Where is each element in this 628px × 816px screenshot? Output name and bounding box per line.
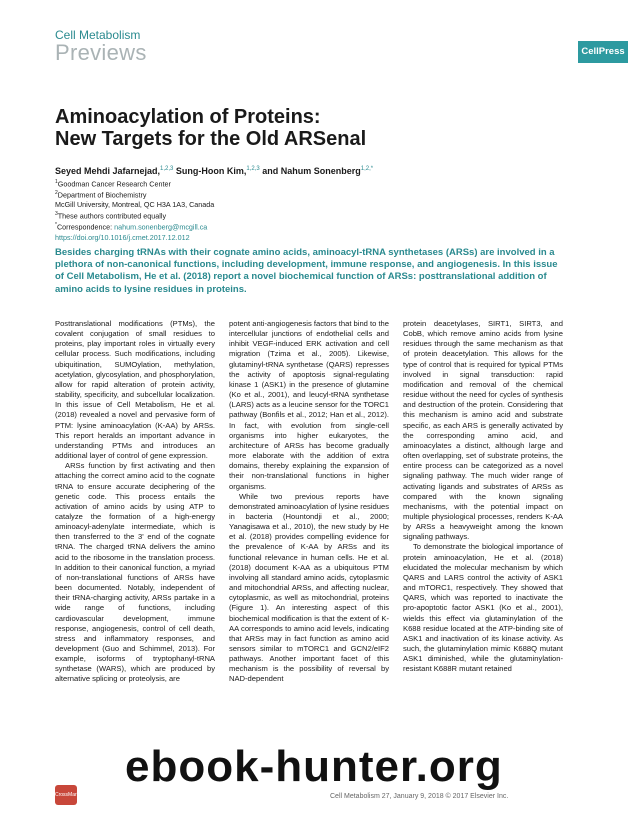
crossmark-icon[interactable]: CrossMark <box>55 785 77 805</box>
body-column-1 <box>55 319 215 685</box>
author-3-affil: 1,2,* <box>360 166 374 172</box>
paragraph: ARSs function by first activating and then attaching the correct amino acid to the cognate tRNA to ensure accurate deciphering of the genetic code. This process entails the activation of amino acids by using ATP to catalyze the formation of a high-energy aminoacyl-adenylate intermediate, which is then transferred to the 3' end of the cognate tRNA. The charged tRNA delivers the amino acid to the ribosome in the translation process. In addition to their canonical function, a myriad of non-translational functions of ARSs have been documented. Notably, independent of their tRNA-charging activity, ARSs partake in a wide range of functions, including cardiovascular development, immune response, angiogenesis, control of cell death, stress and inflammatory responses, and development (Guo and Schimmel, 2013). For example, isoforms of tryptophanyl-tRNA synthetase (WARS), which are produced by alternative splicing or proteolysis, are <box>55 461 215 684</box>
paragraph: protein deacetylases, SIRT1, SIRT3, and CobB, which remove amino acids from lysine residues through the same mechanism as that of protein deacetylation. This allows for the type of control that is required for typical PTMs involved in signal transduction: rapid modification and removal of the chemical residue without the need for cycles of synthesis and destruction of the protein. Considering that this mechanism is amino acid and substrate specific, as each ARS is generally activated by the corresponding amino acid, and aminoacylates a distinct, although large and often overlapping, set of substrate proteins, the entire process can be categorized as a novel signaling pathway. The much wider range of activating ligands and substrates of ARSs as compared with the known signaling mechanisms, with the potential impact on multiple physiological processes, renders K-AA by ARSs a heavyweight among the known signaling pathways. <box>403 319 563 542</box>
body-column-2 <box>229 319 389 685</box>
section-heading: Previews <box>55 40 147 65</box>
author-2: Sung-Hoon Kim, <box>173 166 247 176</box>
author-list <box>55 166 373 176</box>
paragraph: Posttranslational modifications (PTMs), the covalent conjugation of small residues to proteins, play important roles in virtually every cellular process. Such modifications, including ubiquitination, SUMOylation, methylation, acetylation, glycosylation, and phosphorylation, allow for rapid alteration of protein activity, stability, specificity, and subcellular localization. In this issue of Cell Metabolism, He et al. (2018) revealed a novel and pervasive form of PTM: lysine aminoacylation (K-AA) by ARSs. This report heralds an important advance in understanding PTMs and introduces an additional layer of control of gene expression. <box>55 319 215 461</box>
page-footer: Cell Metabolism 27, January 9, 2018 © 2017 Elsevier Inc. <box>330 793 509 800</box>
abstract: Besides charging tRNAs with their cognate amino acids, aminoacyl-tRNA synthetases (ARSs) are involved in a plethora of non-canonical functions, including development, immune response, and angiogenesis. In this issue of Cell Metabolism, He et al. (2018) report a novel biochemical function of ARSs: posttranslational addition of amino acids to lysine residues in proteins. <box>55 247 558 295</box>
affiliation-2-address: McGill University, Montreal, QC H3A 1A3, Canada <box>55 200 215 210</box>
author-3: and Nahum Sonenberg <box>259 166 361 176</box>
paragraph: While two previous reports have demonstrated aminoacylation of lysine residues in bacteria (Hountondji et al., 2000; Yanagisawa et al., 2010), the new study by He et al. (2018) provides compelling evidence for the prevalence of K-AA by ARSs and its functional relevance in human cells. He et al. (2018) document K-AA as a ubiquitous PTM involving all standard amino acids, cytoplasmic and mitochondrial ARSs, and affecting nuclear, cytoplasmic, as well as mitochondrial, proteins (Figure 1). An interesting aspect of this biochemical modification is that the extent of K-AA corresponds to amino acid levels, indicating that ARSs may in fact function as amino acid sensors similar to mTORC1 and GCN2/eIF2 pathways. Another important facet of this mechanism is the possibility of reversal by NAD-dependent <box>229 491 389 684</box>
correspondence-email-link[interactable]: nahum.sonenberg@mcgill.ca <box>114 222 208 232</box>
watermark: ebook-hunter.org <box>125 742 503 791</box>
doi-link[interactable]: https://doi.org/10.1016/j.cmet.2017.12.012 <box>55 232 190 242</box>
affiliation-1: $^1$Goodman Cancer Research Center <box>55 179 171 189</box>
article-title <box>55 106 366 150</box>
affiliation-2: $^2$Department of Biochemistry <box>55 190 147 200</box>
correspondence: *Correspondence: nahum.sonenberg@mcgill.ca <box>55 222 208 232</box>
journal-name: Cell Metabolism <box>55 28 141 42</box>
cellpress-logo: CellPress <box>578 41 628 63</box>
body-column-3 <box>403 319 563 674</box>
affiliations <box>55 178 214 242</box>
author-1-affil: 1,2,3 <box>160 166 174 172</box>
paragraph: potent anti-angiogenesis factors that bind to the intercellular junctions of endothelial cells and inhibit VEGF-induced ERK activation and cell migration (Tzima et al., 2005). Likewise, glutaminyl-tRNA synthetase (QARS) represses the activity of apoptosis signal-regulating kinase 1 (ASK1) in the presence of glutamine (Ko et al., 2001), and leucyl-tRNA synthetase (LARS) acts as a leucine sensor for the TORC1 pathway (Bonfils et al., 2012; Han et al., 2012). In fact, with evolution from single-cell organisms into higher eukaryotes, the architecture of ARSs has become gradually more elaborate with the addition of extra domains, thereby explaining the expansion of their non-translational functions in higher organisms. <box>229 319 389 491</box>
author-2-affil: 1,2,3 <box>246 166 260 172</box>
affiliation-3: $^3$These authors contributed equally <box>55 211 167 221</box>
title-line-1: Aminoacylation of Proteins: <box>55 106 321 128</box>
title-line-2: New Targets for the Old ARSenal <box>55 128 367 150</box>
paragraph: To demonstrate the biological importance of protein aminoacylation, He et al. (2018) elucidated the molecular mechanism by which QARS and LARS control the activity of ASK1 and mTORC1, respectively. They showed that QARS, which was reported to inactivate the pro-apoptotic factor ASK1 (Ko et al., 2001), wields this effect via glutaminylation of the K688 residue located at the ATP-binding site of ASK1 and inactivation of its kinase activity. As such, the glutaminylation mimic K688Q mutant ASK1 diminished, while the glutaminylation-resistant K688R mutant retained <box>403 542 563 674</box>
author-1: Seyed Mehdi Jafarnejad, <box>55 166 161 176</box>
